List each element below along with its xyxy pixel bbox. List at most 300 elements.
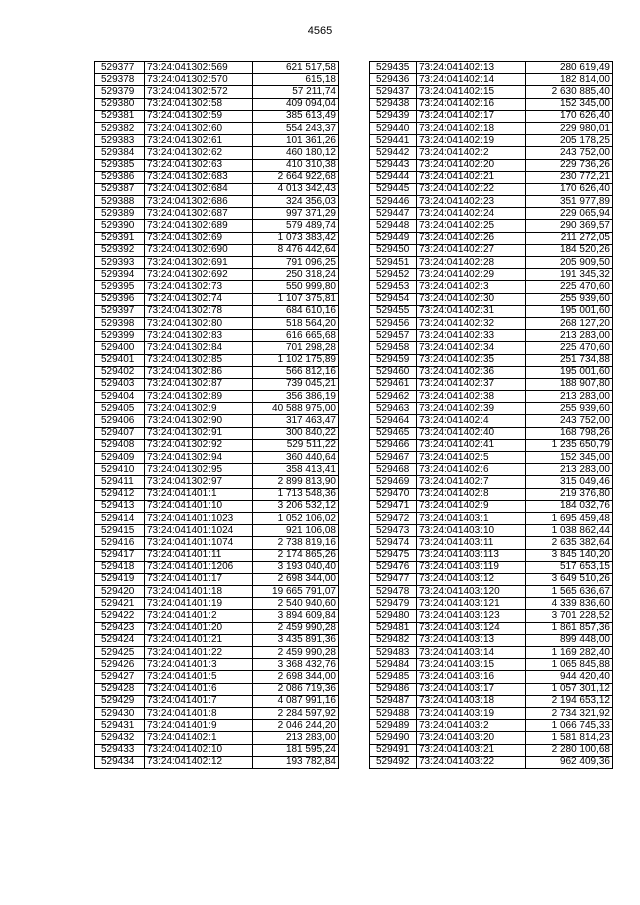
row-number: 529442 xyxy=(370,147,417,159)
cadastral-value: 4 087 991,16 xyxy=(253,695,339,707)
row-number: 529477 xyxy=(370,573,417,585)
table-row xyxy=(95,74,339,86)
cadastral-number: 73:24:041401:1 xyxy=(145,488,253,500)
cadastral-value: 188 907,80 xyxy=(526,378,613,390)
table-row xyxy=(95,403,339,415)
cadastral-number: 73:24:041402:38 xyxy=(417,391,526,403)
cadastral-number: 73:24:041403:10 xyxy=(417,525,526,537)
table-row xyxy=(370,366,613,378)
cadastral-value: 962 409,36 xyxy=(526,756,613,768)
cadastral-value: 229 980,01 xyxy=(526,122,613,134)
cadastral-number: 73:24:041401:20 xyxy=(145,622,253,634)
cadastral-value: 1 713 548,36 xyxy=(253,488,339,500)
row-number: 529386 xyxy=(95,171,145,183)
cadastral-value: 410 310,38 xyxy=(253,159,339,171)
cadastral-number: 73:24:041403:20 xyxy=(417,732,526,744)
table-row xyxy=(95,610,339,622)
table-row xyxy=(370,476,613,488)
cadastral-value: 3 193 040,40 xyxy=(253,561,339,573)
cadastral-value: 213 283,00 xyxy=(253,732,339,744)
table-row xyxy=(370,525,613,537)
table-row xyxy=(95,342,339,354)
cadastral-number: 73:24:041302:80 xyxy=(145,317,253,329)
cadastral-number: 73:24:041403:21 xyxy=(417,744,526,756)
cadastral-number: 73:24:041403:14 xyxy=(417,647,526,659)
table-row xyxy=(370,293,613,305)
cadastral-value: 268 127,20 xyxy=(526,317,613,329)
table-row xyxy=(95,135,339,147)
cadastral-value: 3 435 891,36 xyxy=(253,634,339,646)
cadastral-number: 73:24:041401:10 xyxy=(145,500,253,512)
row-number: 529381 xyxy=(95,110,145,122)
cadastral-number: 73:24:041402:21 xyxy=(417,171,526,183)
row-number: 529426 xyxy=(95,659,145,671)
cadastral-number: 73:24:041402:34 xyxy=(417,342,526,354)
table-row xyxy=(95,378,339,390)
table-row xyxy=(95,86,339,98)
row-number: 529475 xyxy=(370,549,417,561)
cadastral-number: 73:24:041402:10 xyxy=(145,744,253,756)
cadastral-number: 73:24:041302:687 xyxy=(145,208,253,220)
table-row xyxy=(370,220,613,232)
cadastral-number: 73:24:041403:123 xyxy=(417,610,526,622)
row-number: 529405 xyxy=(95,403,145,415)
cadastral-value: 211 272,05 xyxy=(526,232,613,244)
table-row xyxy=(370,378,613,390)
row-number: 529422 xyxy=(95,610,145,622)
row-number: 529399 xyxy=(95,330,145,342)
cadastral-value: 19 665 791,07 xyxy=(253,586,339,598)
cadastral-number: 73:24:041401:5 xyxy=(145,671,253,683)
cadastral-value: 250 318,24 xyxy=(253,269,339,281)
cadastral-value: 517 653,15 xyxy=(526,561,613,573)
table-row xyxy=(370,561,613,573)
cadastral-value: 170 626,40 xyxy=(526,110,613,122)
row-number: 529488 xyxy=(370,707,417,719)
cadastral-number: 73:24:041402:23 xyxy=(417,196,526,208)
table-row xyxy=(370,403,613,415)
cadastral-value: 315 049,46 xyxy=(526,476,613,488)
table-row xyxy=(370,342,613,354)
table-row xyxy=(370,147,613,159)
cadastral-number: 73:24:041302:9 xyxy=(145,403,253,415)
row-number: 529474 xyxy=(370,537,417,549)
cadastral-value: 1 052 106,02 xyxy=(253,512,339,524)
table-row xyxy=(370,756,613,768)
table-row xyxy=(370,732,613,744)
table-row xyxy=(370,354,613,366)
cadastral-number: 73:24:041402:29 xyxy=(417,269,526,281)
cadastral-number: 73:24:041402:2 xyxy=(417,147,526,159)
table-row xyxy=(95,439,339,451)
cadastral-number: 73:24:041302:91 xyxy=(145,427,253,439)
table-row xyxy=(370,391,613,403)
cadastral-value: 550 999,80 xyxy=(253,281,339,293)
cadastral-value: 213 283,00 xyxy=(526,330,613,342)
cadastral-number: 73:24:041402:32 xyxy=(417,317,526,329)
row-number: 529451 xyxy=(370,257,417,269)
cadastral-number: 73:24:041402:22 xyxy=(417,183,526,195)
cadastral-number: 73:24:041402:17 xyxy=(417,110,526,122)
row-number: 529415 xyxy=(95,525,145,537)
row-number: 529429 xyxy=(95,695,145,707)
cadastral-number: 73:24:041402:13 xyxy=(417,62,526,74)
row-number: 529413 xyxy=(95,500,145,512)
cadastral-number: 73:24:041401:19 xyxy=(145,598,253,610)
row-number: 529450 xyxy=(370,244,417,256)
row-number: 529462 xyxy=(370,391,417,403)
cadastral-value: 2 046 244,20 xyxy=(253,720,339,732)
cadastral-value: 152 345,00 xyxy=(526,452,613,464)
table-row xyxy=(370,208,613,220)
cadastral-number: 73:24:041302:62 xyxy=(145,147,253,159)
cadastral-number: 73:24:041302:58 xyxy=(145,98,253,110)
row-number: 529438 xyxy=(370,98,417,110)
table-row xyxy=(370,269,613,281)
table-row xyxy=(370,744,613,756)
table-row xyxy=(95,159,339,171)
row-number: 529447 xyxy=(370,208,417,220)
table-row xyxy=(95,695,339,707)
row-number: 529432 xyxy=(95,732,145,744)
row-number: 529452 xyxy=(370,269,417,281)
row-number: 529435 xyxy=(370,62,417,74)
table-row xyxy=(95,573,339,585)
table-row xyxy=(370,86,613,98)
cadastral-number: 73:24:041403:18 xyxy=(417,695,526,707)
table-row xyxy=(370,427,613,439)
row-number: 529392 xyxy=(95,244,145,256)
cadastral-value: 1 066 745,33 xyxy=(526,720,613,732)
right-table-body xyxy=(370,62,613,769)
table-row xyxy=(95,512,339,524)
cadastral-number: 73:24:041403:113 xyxy=(417,549,526,561)
cadastral-value: 40 588 975,00 xyxy=(253,403,339,415)
cadastral-value: 213 283,00 xyxy=(526,391,613,403)
cadastral-value: 621 517,58 xyxy=(253,62,339,74)
row-number: 529457 xyxy=(370,330,417,342)
row-number: 529448 xyxy=(370,220,417,232)
row-number: 529454 xyxy=(370,293,417,305)
cadastral-number: 73:24:041402:33 xyxy=(417,330,526,342)
cadastral-number: 73:24:041403:19 xyxy=(417,707,526,719)
cadastral-value: 529 511,22 xyxy=(253,439,339,451)
row-number: 529443 xyxy=(370,159,417,171)
table-row xyxy=(95,62,339,74)
cadastral-value: 170 626,40 xyxy=(526,183,613,195)
cadastral-number: 73:24:041402:15 xyxy=(417,86,526,98)
table-row xyxy=(370,537,613,549)
row-number: 529404 xyxy=(95,391,145,403)
cadastral-number: 73:24:041403:13 xyxy=(417,634,526,646)
table-row xyxy=(95,427,339,439)
cadastral-number: 73:24:041403:2 xyxy=(417,720,526,732)
cadastral-value: 290 369,57 xyxy=(526,220,613,232)
table-row xyxy=(95,476,339,488)
row-number: 529418 xyxy=(95,561,145,573)
cadastral-value: 3 649 510,26 xyxy=(526,573,613,585)
row-number: 529466 xyxy=(370,439,417,451)
cadastral-number: 73:24:041302:83 xyxy=(145,330,253,342)
cadastral-number: 73:24:041302:69 xyxy=(145,232,253,244)
cadastral-value: 243 752,00 xyxy=(526,147,613,159)
row-number: 529437 xyxy=(370,86,417,98)
cadastral-value: 554 243,37 xyxy=(253,122,339,134)
table-row xyxy=(370,317,613,329)
row-number: 529465 xyxy=(370,427,417,439)
table-row xyxy=(95,257,339,269)
row-number: 529390 xyxy=(95,220,145,232)
row-number: 529439 xyxy=(370,110,417,122)
cadastral-number: 73:24:041302:73 xyxy=(145,281,253,293)
table-row xyxy=(95,98,339,110)
cadastral-number: 73:24:041402:19 xyxy=(417,135,526,147)
cadastral-number: 73:24:041403:119 xyxy=(417,561,526,573)
table-row xyxy=(95,183,339,195)
row-number: 529379 xyxy=(95,86,145,98)
table-row xyxy=(95,659,339,671)
cadastral-number: 73:24:041402:7 xyxy=(417,476,526,488)
cadastral-value: 184 520,26 xyxy=(526,244,613,256)
row-number: 529485 xyxy=(370,671,417,683)
table-row xyxy=(370,232,613,244)
table-row xyxy=(370,500,613,512)
cadastral-number: 73:24:041302:74 xyxy=(145,293,253,305)
cadastral-number: 73:24:041402:31 xyxy=(417,305,526,317)
table-row xyxy=(370,671,613,683)
table-row xyxy=(370,330,613,342)
table-row xyxy=(370,488,613,500)
cadastral-number: 73:24:041401:1074 xyxy=(145,537,253,549)
cadastral-number: 73:24:041302:686 xyxy=(145,196,253,208)
left-cadastral-table xyxy=(94,61,339,769)
cadastral-value: 518 564,20 xyxy=(253,317,339,329)
table-row xyxy=(370,512,613,524)
cadastral-number: 73:24:041402:30 xyxy=(417,293,526,305)
table-row xyxy=(95,244,339,256)
table-row xyxy=(370,586,613,598)
cadastral-value: 1 235 650,79 xyxy=(526,439,613,451)
table-row xyxy=(370,695,613,707)
cadastral-value: 1 065 845,88 xyxy=(526,659,613,671)
row-number: 529395 xyxy=(95,281,145,293)
table-row xyxy=(95,281,339,293)
page-number: 4565 xyxy=(307,25,333,37)
row-number: 529425 xyxy=(95,647,145,659)
cadastral-value: 3 368 432,76 xyxy=(253,659,339,671)
cadastral-value: 8 476 442,64 xyxy=(253,244,339,256)
table-row xyxy=(95,561,339,573)
cadastral-value: 195 001,60 xyxy=(526,305,613,317)
row-number: 529469 xyxy=(370,476,417,488)
cadastral-value: 152 345,00 xyxy=(526,98,613,110)
cadastral-value: 3 845 140,20 xyxy=(526,549,613,561)
row-number: 529440 xyxy=(370,122,417,134)
cadastral-number: 73:24:041302:78 xyxy=(145,305,253,317)
cadastral-number: 73:24:041401:1024 xyxy=(145,525,253,537)
cadastral-number: 73:24:041302:84 xyxy=(145,342,253,354)
cadastral-value: 791 096,25 xyxy=(253,257,339,269)
row-number: 529481 xyxy=(370,622,417,634)
cadastral-number: 73:24:041402:14 xyxy=(417,74,526,86)
row-number: 529467 xyxy=(370,452,417,464)
cadastral-number: 73:24:041402:28 xyxy=(417,257,526,269)
cadastral-number: 73:24:041402:8 xyxy=(417,488,526,500)
cadastral-number: 73:24:041402:1 xyxy=(145,732,253,744)
table-row xyxy=(95,269,339,281)
row-number: 529490 xyxy=(370,732,417,744)
cadastral-value: 385 613,49 xyxy=(253,110,339,122)
row-number: 529397 xyxy=(95,305,145,317)
cadastral-number: 73:24:041401:3 xyxy=(145,659,253,671)
table-row xyxy=(370,257,613,269)
row-number: 529431 xyxy=(95,720,145,732)
row-number: 529394 xyxy=(95,269,145,281)
cadastral-value: 409 094,04 xyxy=(253,98,339,110)
row-number: 529410 xyxy=(95,464,145,476)
cadastral-value: 2 738 819,16 xyxy=(253,537,339,549)
cadastral-value: 3 701 228,52 xyxy=(526,610,613,622)
cadastral-value: 2 459 990,28 xyxy=(253,647,339,659)
cadastral-number: 73:24:041302:683 xyxy=(145,171,253,183)
row-number: 529458 xyxy=(370,342,417,354)
table-row xyxy=(95,110,339,122)
row-number: 529389 xyxy=(95,208,145,220)
cadastral-number: 73:24:041401:18 xyxy=(145,586,253,598)
table-row xyxy=(95,208,339,220)
table-row xyxy=(370,647,613,659)
table-row xyxy=(95,122,339,134)
table-row xyxy=(95,317,339,329)
cadastral-number: 73:24:041401:1206 xyxy=(145,561,253,573)
cadastral-value: 182 814,00 xyxy=(526,74,613,86)
cadastral-value: 1 581 814,23 xyxy=(526,732,613,744)
cadastral-number: 73:24:041403:12 xyxy=(417,573,526,585)
row-number: 529480 xyxy=(370,610,417,622)
cadastral-number: 73:24:041302:92 xyxy=(145,439,253,451)
table-row xyxy=(370,707,613,719)
row-number: 529408 xyxy=(95,439,145,451)
cadastral-value: 101 361,26 xyxy=(253,135,339,147)
row-number: 529456 xyxy=(370,317,417,329)
row-number: 529491 xyxy=(370,744,417,756)
row-number: 529398 xyxy=(95,317,145,329)
cadastral-value: 1 565 636,67 xyxy=(526,586,613,598)
table-row xyxy=(95,744,339,756)
cadastral-value: 2 664 922,68 xyxy=(253,171,339,183)
row-number: 529460 xyxy=(370,366,417,378)
row-number: 529424 xyxy=(95,634,145,646)
table-row xyxy=(370,439,613,451)
cadastral-value: 351 977,89 xyxy=(526,196,613,208)
table-row xyxy=(95,452,339,464)
row-number: 529384 xyxy=(95,147,145,159)
row-number: 529433 xyxy=(95,744,145,756)
row-number: 529387 xyxy=(95,183,145,195)
cadastral-value: 2 630 885,40 xyxy=(526,86,613,98)
row-number: 529464 xyxy=(370,415,417,427)
cadastral-number: 73:24:041401:22 xyxy=(145,647,253,659)
table-row xyxy=(95,293,339,305)
cadastral-value: 2 284 597,92 xyxy=(253,707,339,719)
table-row xyxy=(370,98,613,110)
cadastral-value: 1 695 459,48 xyxy=(526,512,613,524)
cadastral-value: 460 180,12 xyxy=(253,147,339,159)
table-row xyxy=(370,62,613,74)
table-row xyxy=(95,537,339,549)
cadastral-value: 229 736,26 xyxy=(526,159,613,171)
row-number: 529483 xyxy=(370,647,417,659)
row-number: 529487 xyxy=(370,695,417,707)
row-number: 529414 xyxy=(95,512,145,524)
cadastral-number: 73:24:041302:684 xyxy=(145,183,253,195)
cadastral-number: 73:24:041302:63 xyxy=(145,159,253,171)
row-number: 529484 xyxy=(370,659,417,671)
cadastral-value: 2 540 940,60 xyxy=(253,598,339,610)
cadastral-number: 73:24:041403:11 xyxy=(417,537,526,549)
table-row xyxy=(95,549,339,561)
cadastral-value: 225 470,60 xyxy=(526,342,613,354)
row-number: 529428 xyxy=(95,683,145,695)
row-number: 529380 xyxy=(95,98,145,110)
cadastral-value: 1 102 175,89 xyxy=(253,354,339,366)
table-row xyxy=(95,391,339,403)
cadastral-number: 73:24:041302:569 xyxy=(145,62,253,74)
row-number: 529385 xyxy=(95,159,145,171)
cadastral-number: 73:24:041402:24 xyxy=(417,208,526,220)
table-row xyxy=(370,135,613,147)
table-row xyxy=(370,659,613,671)
cadastral-number: 73:24:041402:36 xyxy=(417,366,526,378)
cadastral-number: 73:24:041302:59 xyxy=(145,110,253,122)
table-row xyxy=(95,366,339,378)
cadastral-value: 229 065,94 xyxy=(526,208,613,220)
table-row xyxy=(95,683,339,695)
cadastral-number: 73:24:041302:572 xyxy=(145,86,253,98)
cadastral-value: 184 032,76 xyxy=(526,500,613,512)
cadastral-number: 73:24:041401:11 xyxy=(145,549,253,561)
row-number: 529470 xyxy=(370,488,417,500)
table-row xyxy=(95,622,339,634)
cadastral-number: 73:24:041302:89 xyxy=(145,391,253,403)
cadastral-value: 1 861 857,36 xyxy=(526,622,613,634)
cadastral-value: 251 734,88 xyxy=(526,354,613,366)
row-number: 529406 xyxy=(95,415,145,427)
row-number: 529479 xyxy=(370,598,417,610)
table-row xyxy=(95,196,339,208)
table-row xyxy=(95,220,339,232)
cadastral-value: 701 298,28 xyxy=(253,342,339,354)
cadastral-number: 73:24:041402:4 xyxy=(417,415,526,427)
cadastral-number: 73:24:041403:120 xyxy=(417,586,526,598)
cadastral-value: 4 339 836,60 xyxy=(526,598,613,610)
row-number: 529402 xyxy=(95,366,145,378)
cadastral-value: 2 459 990,28 xyxy=(253,622,339,634)
cadastral-number: 73:24:041302:87 xyxy=(145,378,253,390)
table-row xyxy=(95,305,339,317)
row-number: 529444 xyxy=(370,171,417,183)
cadastral-value: 213 283,00 xyxy=(526,464,613,476)
row-number: 529427 xyxy=(95,671,145,683)
cadastral-number: 73:24:041402:9 xyxy=(417,500,526,512)
cadastral-number: 73:24:041402:27 xyxy=(417,244,526,256)
cadastral-value: 2 194 653,12 xyxy=(526,695,613,707)
cadastral-number: 73:24:041302:95 xyxy=(145,464,253,476)
cadastral-value: 356 386,19 xyxy=(253,391,339,403)
cadastral-number: 73:24:041401:9 xyxy=(145,720,253,732)
cadastral-number: 73:24:041302:85 xyxy=(145,354,253,366)
cadastral-value: 2 899 813,90 xyxy=(253,476,339,488)
